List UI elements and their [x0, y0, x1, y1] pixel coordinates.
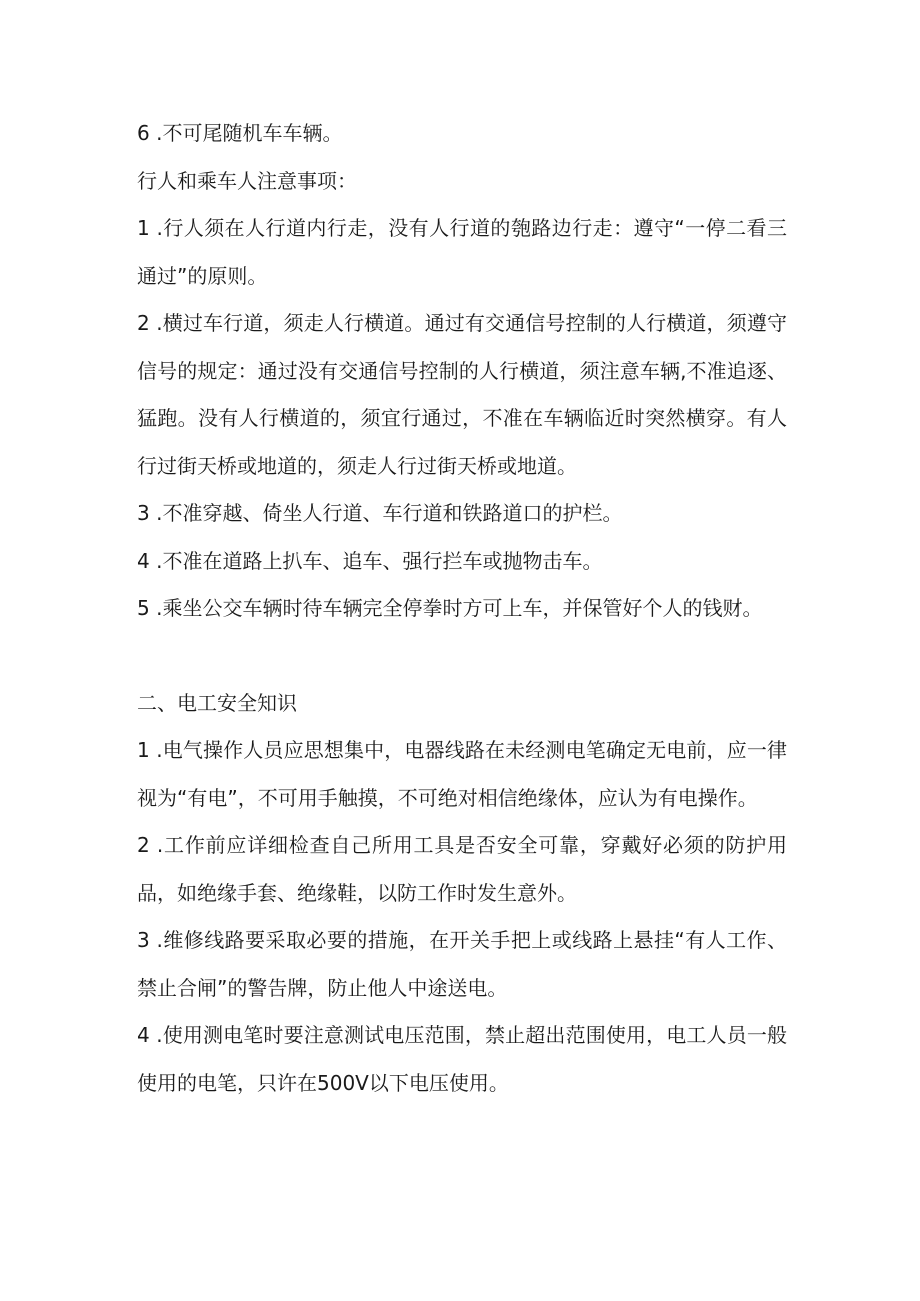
paragraph-pedestrian-3: 3 .不准穿越、倚坐人行道、车行道和铁路道口的护栏。	[137, 501, 623, 525]
paragraph-electrical-2: 2 .工作前应详细检查自己所用工具是否安全可靠，穿戴好必须的防护用品，如绝缘手套、绝缘鞋，以防工作时发生意外。	[137, 833, 787, 905]
document-body	[137, 110, 787, 1107]
paragraph-pedestrian-1: 1 .行人须在人行道内行走，没有人行道的匏路边行走：遵守“一停二看三通过”的原则。	[137, 216, 787, 288]
paragraph-pedestrian-4: 4 .不准在道路上扒车、追车、强行拦车或抛物击车。	[137, 548, 603, 573]
paragraph-electrical-4: 4 .使用测电笔时要注意测试电压范围，禁止超出范围使用，电工人员一般使用的电笔，只许在500V以下电压使用。	[137, 1023, 787, 1095]
section-heading-pedestrians: 行人和乘车人注意事项：	[137, 168, 357, 193]
paragraph-pedestrian-5: 5 .乘坐公交车辆时待车辆完全停拳时方可上车，并保管好个人的钱财。	[137, 596, 763, 620]
section-spacer	[137, 633, 787, 680]
paragraph-pedestrian-2: 2 .横过车行道，须走人行横道。通过有交通信号控制的人行横道，须遵守信号的规定：通过没有交通信号控制的人行横道，须注意车辆,不准追逐、猛跑。没有人行横道的，须宜行通过，不准在车辆临近时突然横穿。有人行过街天桥或地道的，须走人行过街天桥或地道。	[137, 311, 787, 478]
paragraph-electrical-1: 1 .电气操作人员应思想集中，电器线路在未经测电笔确定无电前，应一律视为“有电”，不可用手触摸，不可绝对相信绝缘体，应认为有电操作。	[137, 738, 787, 810]
paragraph-item-6: 6 .不可尾随机车车辆。	[137, 121, 343, 145]
paragraph-electrical-3: 3 .维修线路要采取必要的措施，在开关手把上或线路上悬挂“有人工作、禁止合闸”的警告牌，防止他人中途送电。	[137, 928, 787, 1000]
section-heading-electrical: 二、电工安全知识	[137, 690, 297, 715]
